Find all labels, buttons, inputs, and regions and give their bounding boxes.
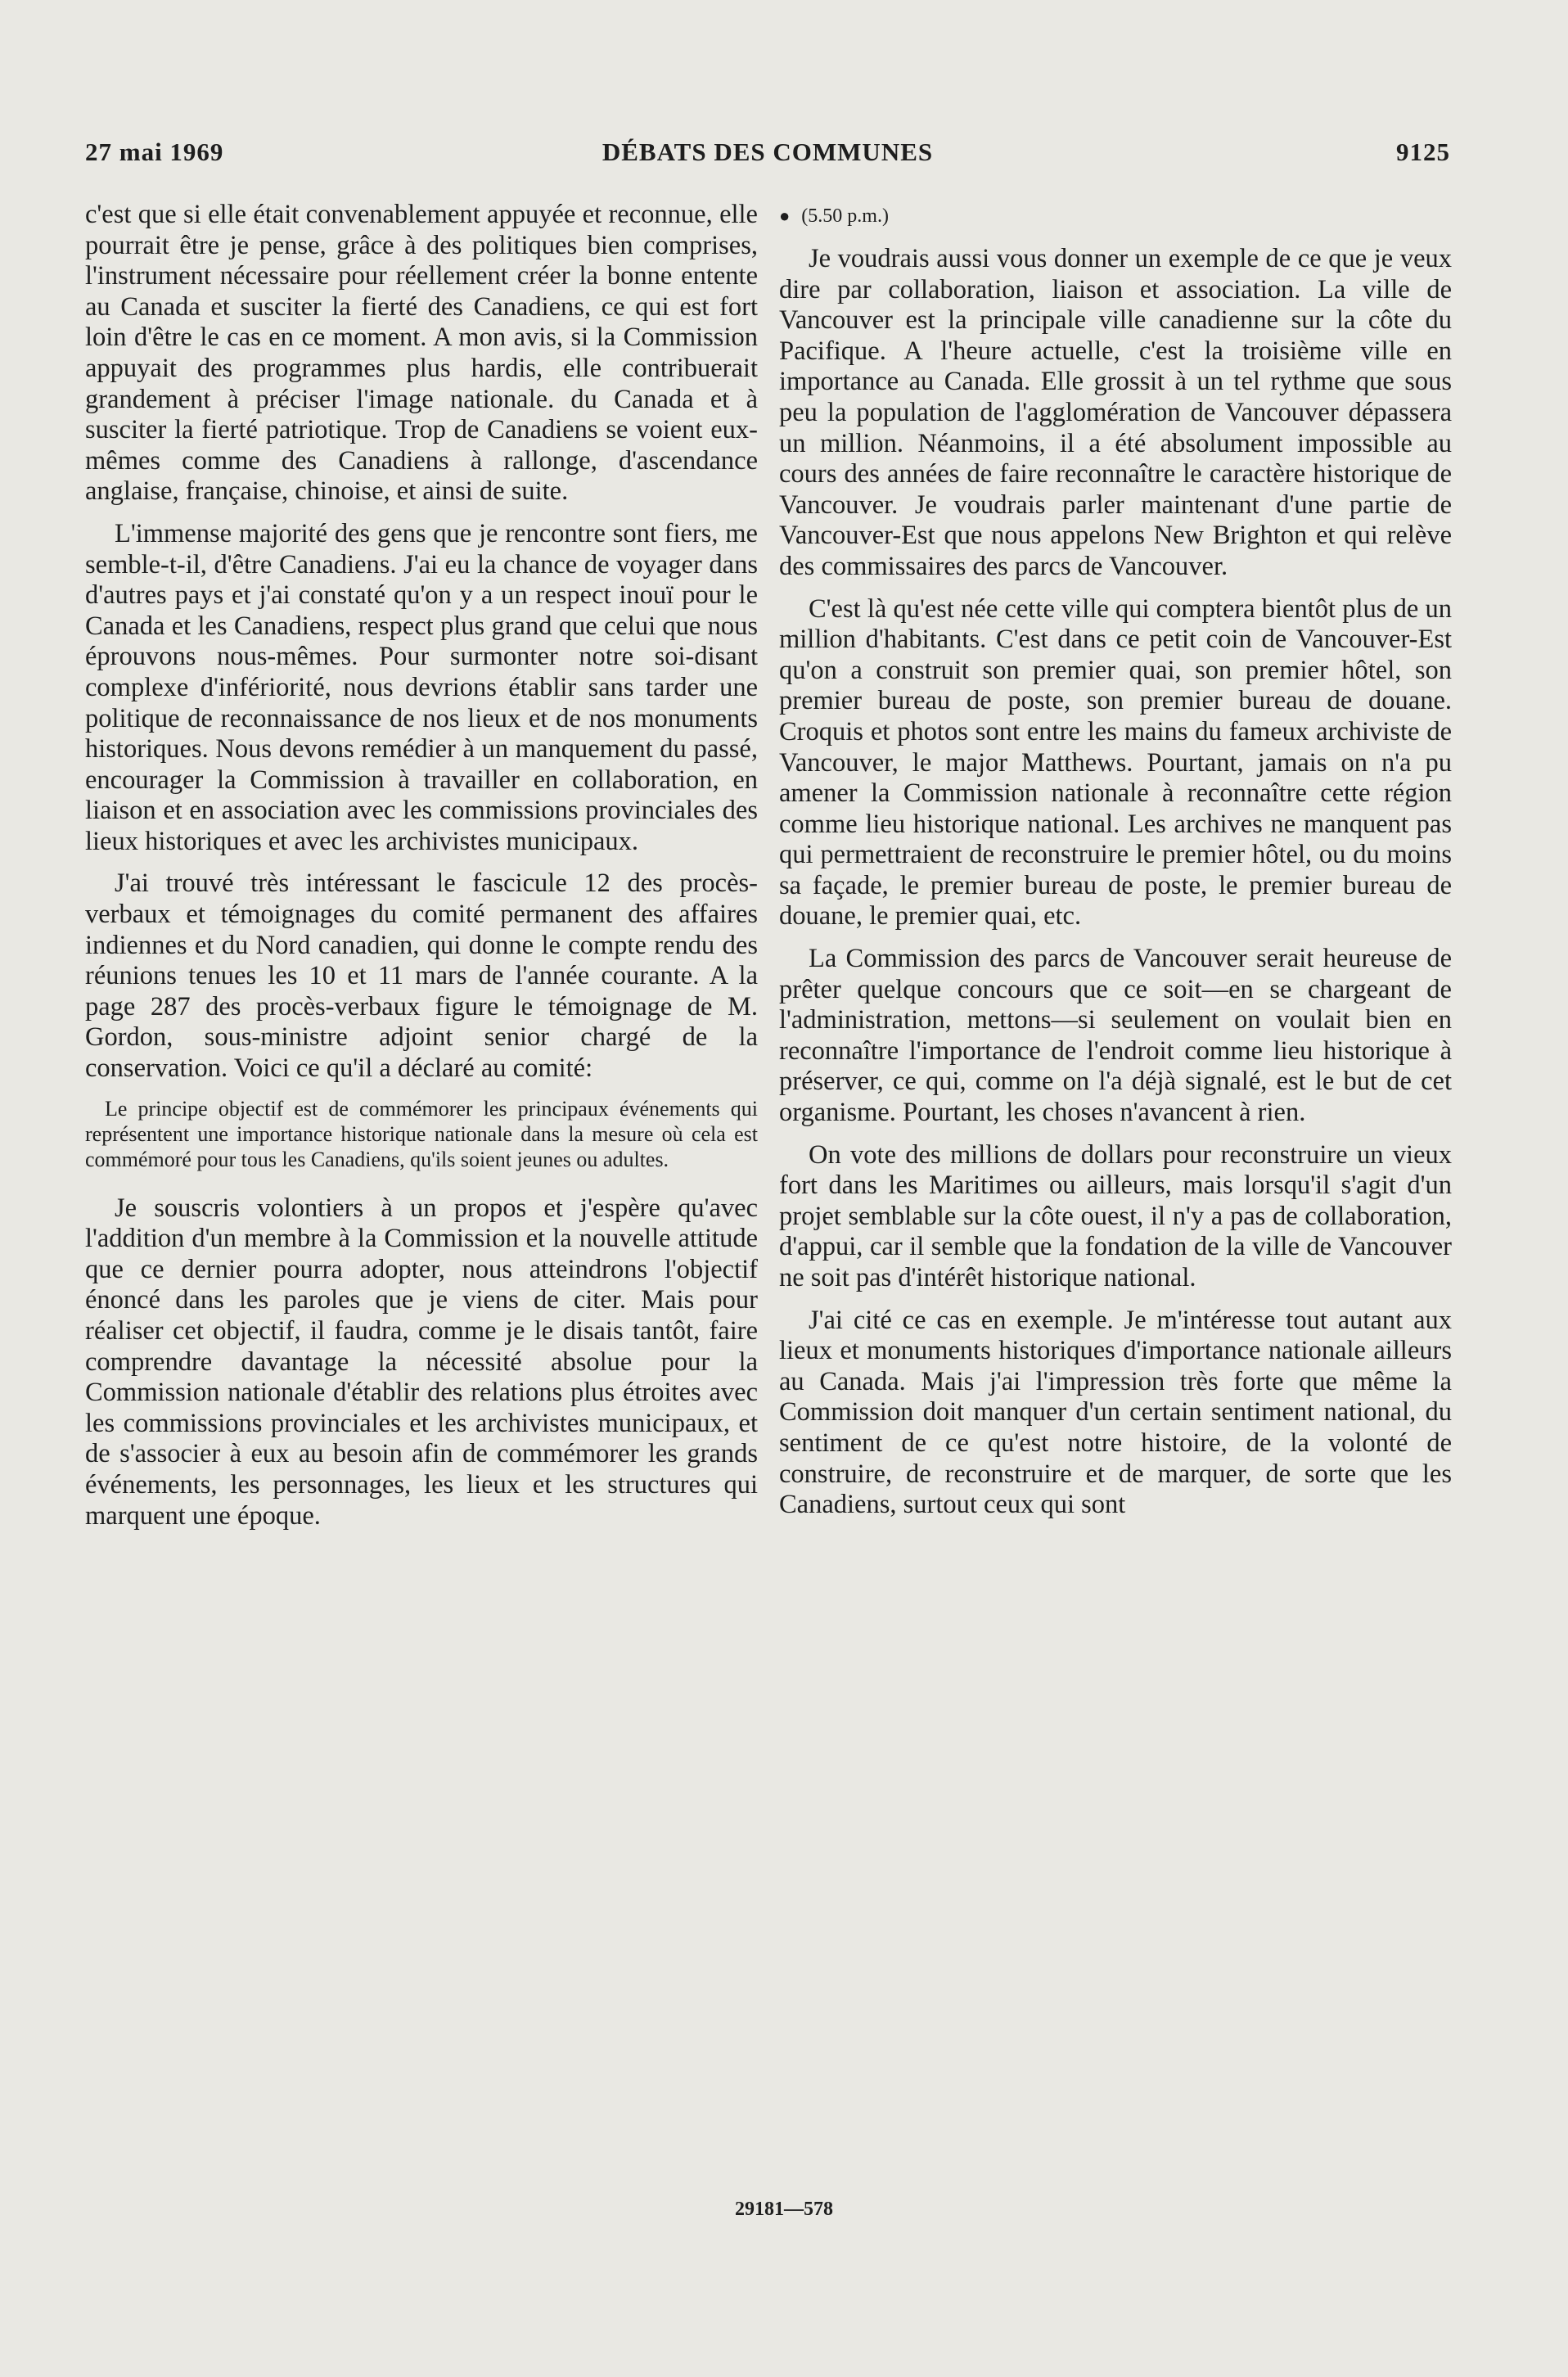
paragraph: Je souscris volontiers à un propos et j'espère qu'avec l'addition d'un membre à la Commission et la nouvelle attitude que ce dernier pourra adopter, nous atteindrons l'objectif énoncé dans les paroles que je viens de citer. Mais pour réaliser cet objectif, il faudra, comme je le disais tantôt, faire comprendre davantage la nécessité absolue pour la Commission nationale d'établir des relations plus étroites avec les commissions provinciales et les archivistes municipaux, et de s'associer à eux au besoin afin de commémorer les grands événements, les personnages, les lieux et les structures qui marquent une époque.	[85, 1193, 758, 1531]
block-quote: Le principe objectif est de commémorer les principaux événements qui représentent une importance historique nationale dans la mesure où cela est commémoré pour tous les Canadiens, qu'ils soient jeunes ou adultes.	[85, 1096, 758, 1171]
paragraph: J'ai cité ce cas en exemple. Je m'intéresse tout autant aux lieux et monuments historiques d'importance nationale ailleurs au Canada. Mais j'ai l'impression très forte que même la Commission doit manquer d'un certain sentiment national, du sentiment de ce qu'est notre histoire, de la volonté de construire, de reconstruire et de marquer, de sorte que les Canadiens, surtout ceux qui sont	[779, 1305, 1452, 1520]
right-column	[779, 200, 1452, 1532]
left-column	[85, 200, 758, 1543]
paragraph: La Commission des parcs de Vancouver serait heureuse de prêter quelque concours que ce soit—en se chargeant de l'administration, mettons—si seulement on voulait bien en reconnaître l'importance de l'endroit comme lieu historique à préserver, ce qui, comme on l'a déjà signalé, est le but de cet organisme. Pourtant, les choses n'avancent à rien.	[779, 944, 1452, 1128]
paragraph: C'est là qu'est née cette ville qui comptera bientôt plus de un million d'habitants. C'est dans ce petit coin de Vancouver-Est qu'on a construit son premier quai, son premier hôtel, son premier bureau de poste, son premier bureau de douane. Croquis et photos sont entre les mains du fameux archiviste de Vancouver, le major Matthews. Pourtant, jamais on n'a pu amener la Commission nationale à reconnaître cette région comme lieu historique national. Les archives ne manquent pas qui permettraient de reconstruire le premier hôtel, ou du moins sa façade, le premier bureau de poste, le premier bureau de douane, le premier quai, etc.	[779, 593, 1452, 931]
paragraph: Je voudrais aussi vous donner un exemple de ce que je veux dire par collaboration, liaison et association. La ville de Vancouver est la principale ville canadienne sur la côte du Pacifique. A l'heure actuelle, c'est la troisième ville en importance au Canada. Elle grossit à un tel rythme que sous peu la population de l'agglomération de Vancouver dépassera un million. Néanmoins, il a été absolument impossible au cours des années de faire reconnaître le caractère historique de Vancouver. Je voudrais parler maintenant d'une partie de Vancouver-Est que nous appelons New Brighton et qui relève des commissaires des parcs de Vancouver.	[779, 244, 1452, 581]
footer-code: 29181—578	[735, 2199, 833, 2220]
header-title: DÉBATS DES COMMUNES	[602, 138, 934, 166]
paragraph: J'ai trouvé très intéressant le fascicule 12 des procès-verbaux et témoignages du comité permanent des affaires indiennes et du Nord canadien, qui donne le compte rendu des réunions tenues les 10 et 11 mars de l'année courante. A la page 287 des procès-verbaux figure le témoignage de M. Gordon, sous-ministre adjoint senior chargé de la conservation. Voici ce qu'il a déclaré au comité:	[85, 868, 758, 1084]
header-date: 27 mai 1969	[85, 138, 224, 166]
paragraph: c'est que si elle était convenablement appuyée et reconnue, elle pourrait être je pense, grâce à des politiques bien comprises, l'instrument nécessaire pour réellement créer la bonne entente au Canada et susciter la fierté des Canadiens, ce qui est fort loin d'être le cas en ce moment. A mon avis, si la Commission appuyait des programmes plus hardis, elle contribuerait grandement à préciser l'image nationale. du Canada et à susciter la fierté patriotique. Trop de Canadiens se voient eux-mêmes comme des Canadiens à rallonge, d'ascendance anglaise, française, chinoise, et ainsi de suite.	[85, 200, 758, 507]
page-number: 9125	[1396, 138, 1450, 166]
paragraph: L'immense majorité des gens que je rencontre sont fiers, me semble-t-il, d'être Canadiens. J'ai eu la chance de voyager dans d'autres pays et j'ai constaté qu'on y a un respect inouï pour le Canada et les Canadiens, respect plus grand que celui que nous éprouvons nous-mêmes. Pour surmonter notre soi-disant complexe d'infériorité, nous devrions établir sans tarder une politique de reconnaissance de nos lieux et de nos monuments historiques. Nous devons remédier à un manquement du passé, encourager la Commission à travailler en collaboration, en liaison et en association avec les commissions provinciales des lieux historiques et avec les archivistes municipaux.	[85, 518, 758, 856]
page-header	[85, 138, 1450, 174]
time-marker	[779, 200, 1452, 232]
paragraph: On vote des millions de dollars pour reconstruire un vieux fort dans les Maritimes ou ailleurs, mais lorsqu'il s'agit d'un projet semblable sur la côte ouest, il n'y a pas de collaboration, d'appui, car il semble que la fondation de la ville de Vancouver ne soit pas d'intérêt historique national.	[779, 1139, 1452, 1292]
time-marker-text: (5.50 p.m.)	[801, 205, 889, 227]
bullet-icon: ●	[779, 205, 791, 226]
